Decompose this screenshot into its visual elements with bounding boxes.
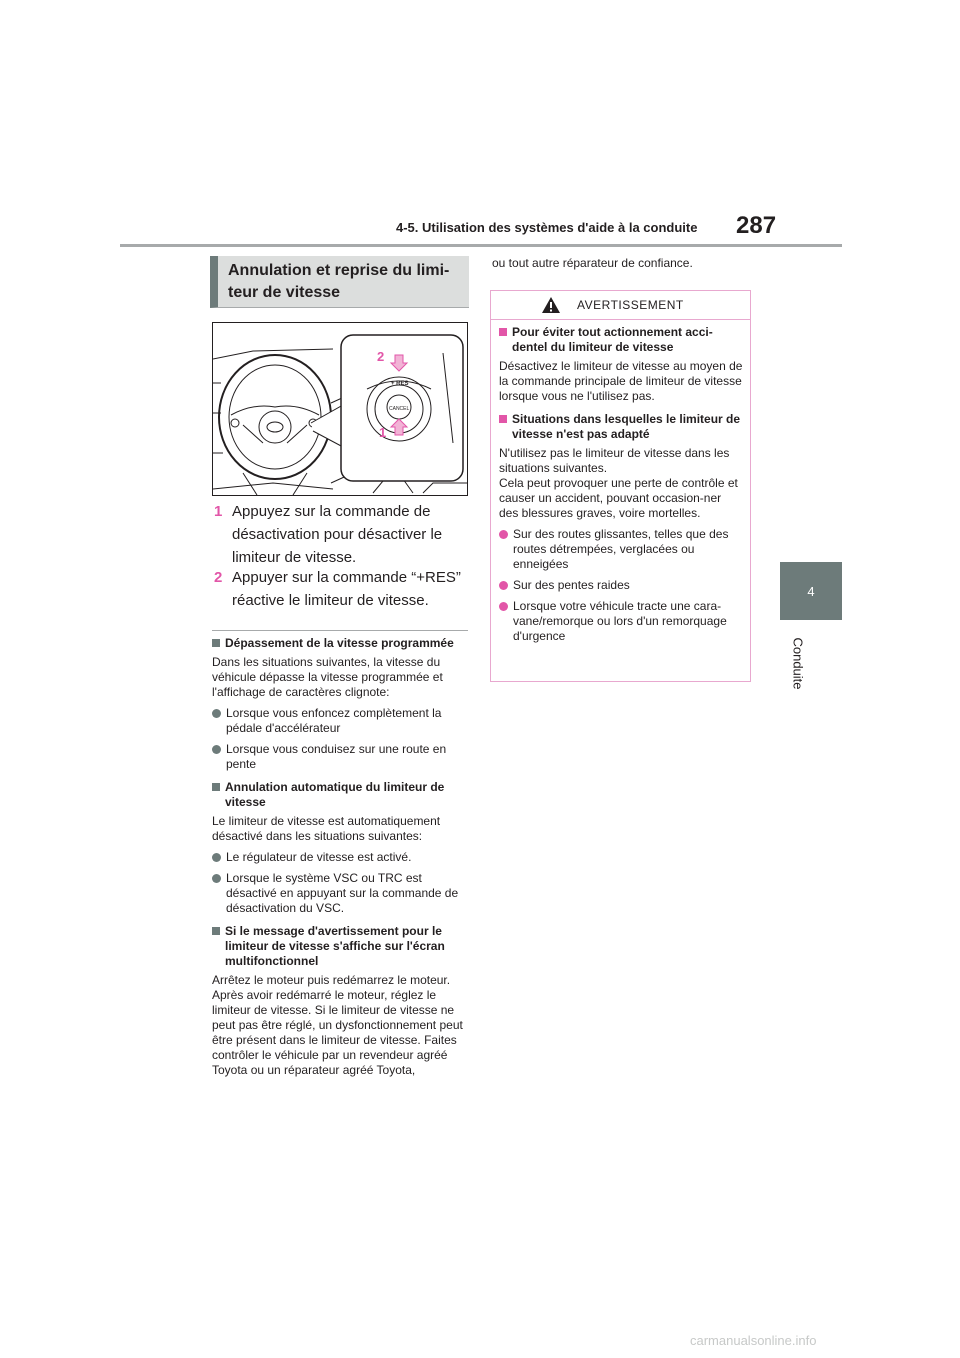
warning-header [491,291,750,320]
bullet-dot-icon [212,874,221,883]
figure-label-2: 2 [377,349,385,364]
section-title: Annulation et reprise du limi-teur de vitesse [228,262,450,301]
res-label: + RES [391,381,409,387]
bullet-dot-icon [499,581,508,590]
left-column [212,636,470,1078]
bullet-dot-icon [499,602,508,611]
square-bullet-icon [212,927,220,935]
page-number: 287 [736,212,777,239]
bullet-item: Lorsque vous enfoncez complètement la pédale d'accélérateur [212,706,470,736]
chapter-label [790,632,814,702]
paragraph: Désactivez le limiteur de vitesse au moyen de la commande principale de limiteur de vitesse lorsque vous ne l'utilisez pas. [499,359,743,403]
bullet-dot-icon [212,745,221,754]
bullet-item: Lorsque le système VSC ou TRC est désactivé en appuyant sur la commande de désactivation du VSC. [212,871,470,916]
warning-box [490,290,751,682]
chapter-tab[interactable] [780,562,842,620]
paragraph: Dans les situations suivantes, la vitesse du véhicule dépasse la vitesse programmée et l'affichage de caractères clignote: [212,655,443,699]
bullet-dot-icon [499,530,508,539]
step-2 [214,566,464,612]
bullet-dot-icon [212,853,221,862]
paragraph: N'utilisez pas le limiteur de vitesse dans les situations suivantes. [499,446,730,475]
step-text: Appuyez sur la commande de désactivation pour désactiver le limiteur de vitesse. [232,503,443,566]
square-bullet-icon [212,639,220,647]
bullet-item: Sur des pentes raides [499,578,743,593]
steering-wheel-illustration [212,322,468,496]
square-bullet-icon [499,415,507,423]
paragraph: Arrêtez le moteur puis redémarrez le moteur. Après avoir redémarré le moteur, réglez le limiteur de vitesse. Si le limiteur de vitesse ne peut pas être réglé, un dysfonctionnement peut être présent dans le limiteur de vitesse. Faites contrôler le véhicule par un revendeur agréé Toyota ou un réparateur agréé Toyota, [212,973,463,1077]
chapter-number: 4 [807,584,815,599]
warning-body [499,325,743,644]
bullet-item: Le régulateur de vitesse est activé. [212,850,470,865]
bullet-item: Lorsque vous conduisez sur une route en pente [212,742,470,772]
paragraph: Cela peut provoquer une perte de contrôle et causer un accident, pouvant occasion-ner des blessures graves, voire mortelles. [499,476,738,520]
subheading: Pour éviter tout actionnement acci-dentel du limiteur de vitesse [499,325,743,355]
bullet-item: Lorsque votre véhicule tracte une cara-vane/remorque ou lors d'un remorquage d'urgence [499,599,743,644]
subheading: Annulation automatique du limiteur de vitesse [212,780,470,810]
continued-text: ou tout autre réparateur de confiance. [492,256,693,270]
section-divider [212,630,468,631]
step-number: 2 [214,569,223,586]
warning-label: AVERTISSEMENT [577,298,684,312]
section-header [210,256,469,308]
step-text: Appuyer sur la commande “+RES” réactive le limiteur de vitesse. [232,569,461,609]
chapter-name: Conduite [790,637,806,690]
step-number: 1 [214,503,223,520]
warning-triangle-icon [541,296,561,314]
subheading: Dépassement de la vitesse programmée [212,636,470,651]
header-rule [120,244,842,247]
steering-wheel-drawing [213,323,467,495]
step-1 [214,500,464,569]
subheading: Si le message d'avertissement pour le limiteur de vitesse s'affiche sur l'écran multifonctionnel [212,924,470,969]
bullet-dot-icon [212,709,221,718]
header-title: 4-5. Utilisation des systèmes d'aide à la conduite [396,220,698,235]
subheading: Situations dans lesquelles le limiteur de vitesse n'est pas adapté [499,412,743,442]
bullet-item: Sur des routes glissantes, telles que des routes détrempées, verglacées ou enneigées [499,527,743,572]
square-bullet-icon [212,783,220,791]
figure-label-1: 1 [379,425,387,440]
cancel-label: CANCEL [389,406,410,412]
paragraph: Le limiteur de vitesse est automatiquement désactivé dans les situations suivantes: [212,814,441,843]
footer-watermark: carmanualsonline.info [690,1333,817,1348]
square-bullet-icon [499,328,507,336]
